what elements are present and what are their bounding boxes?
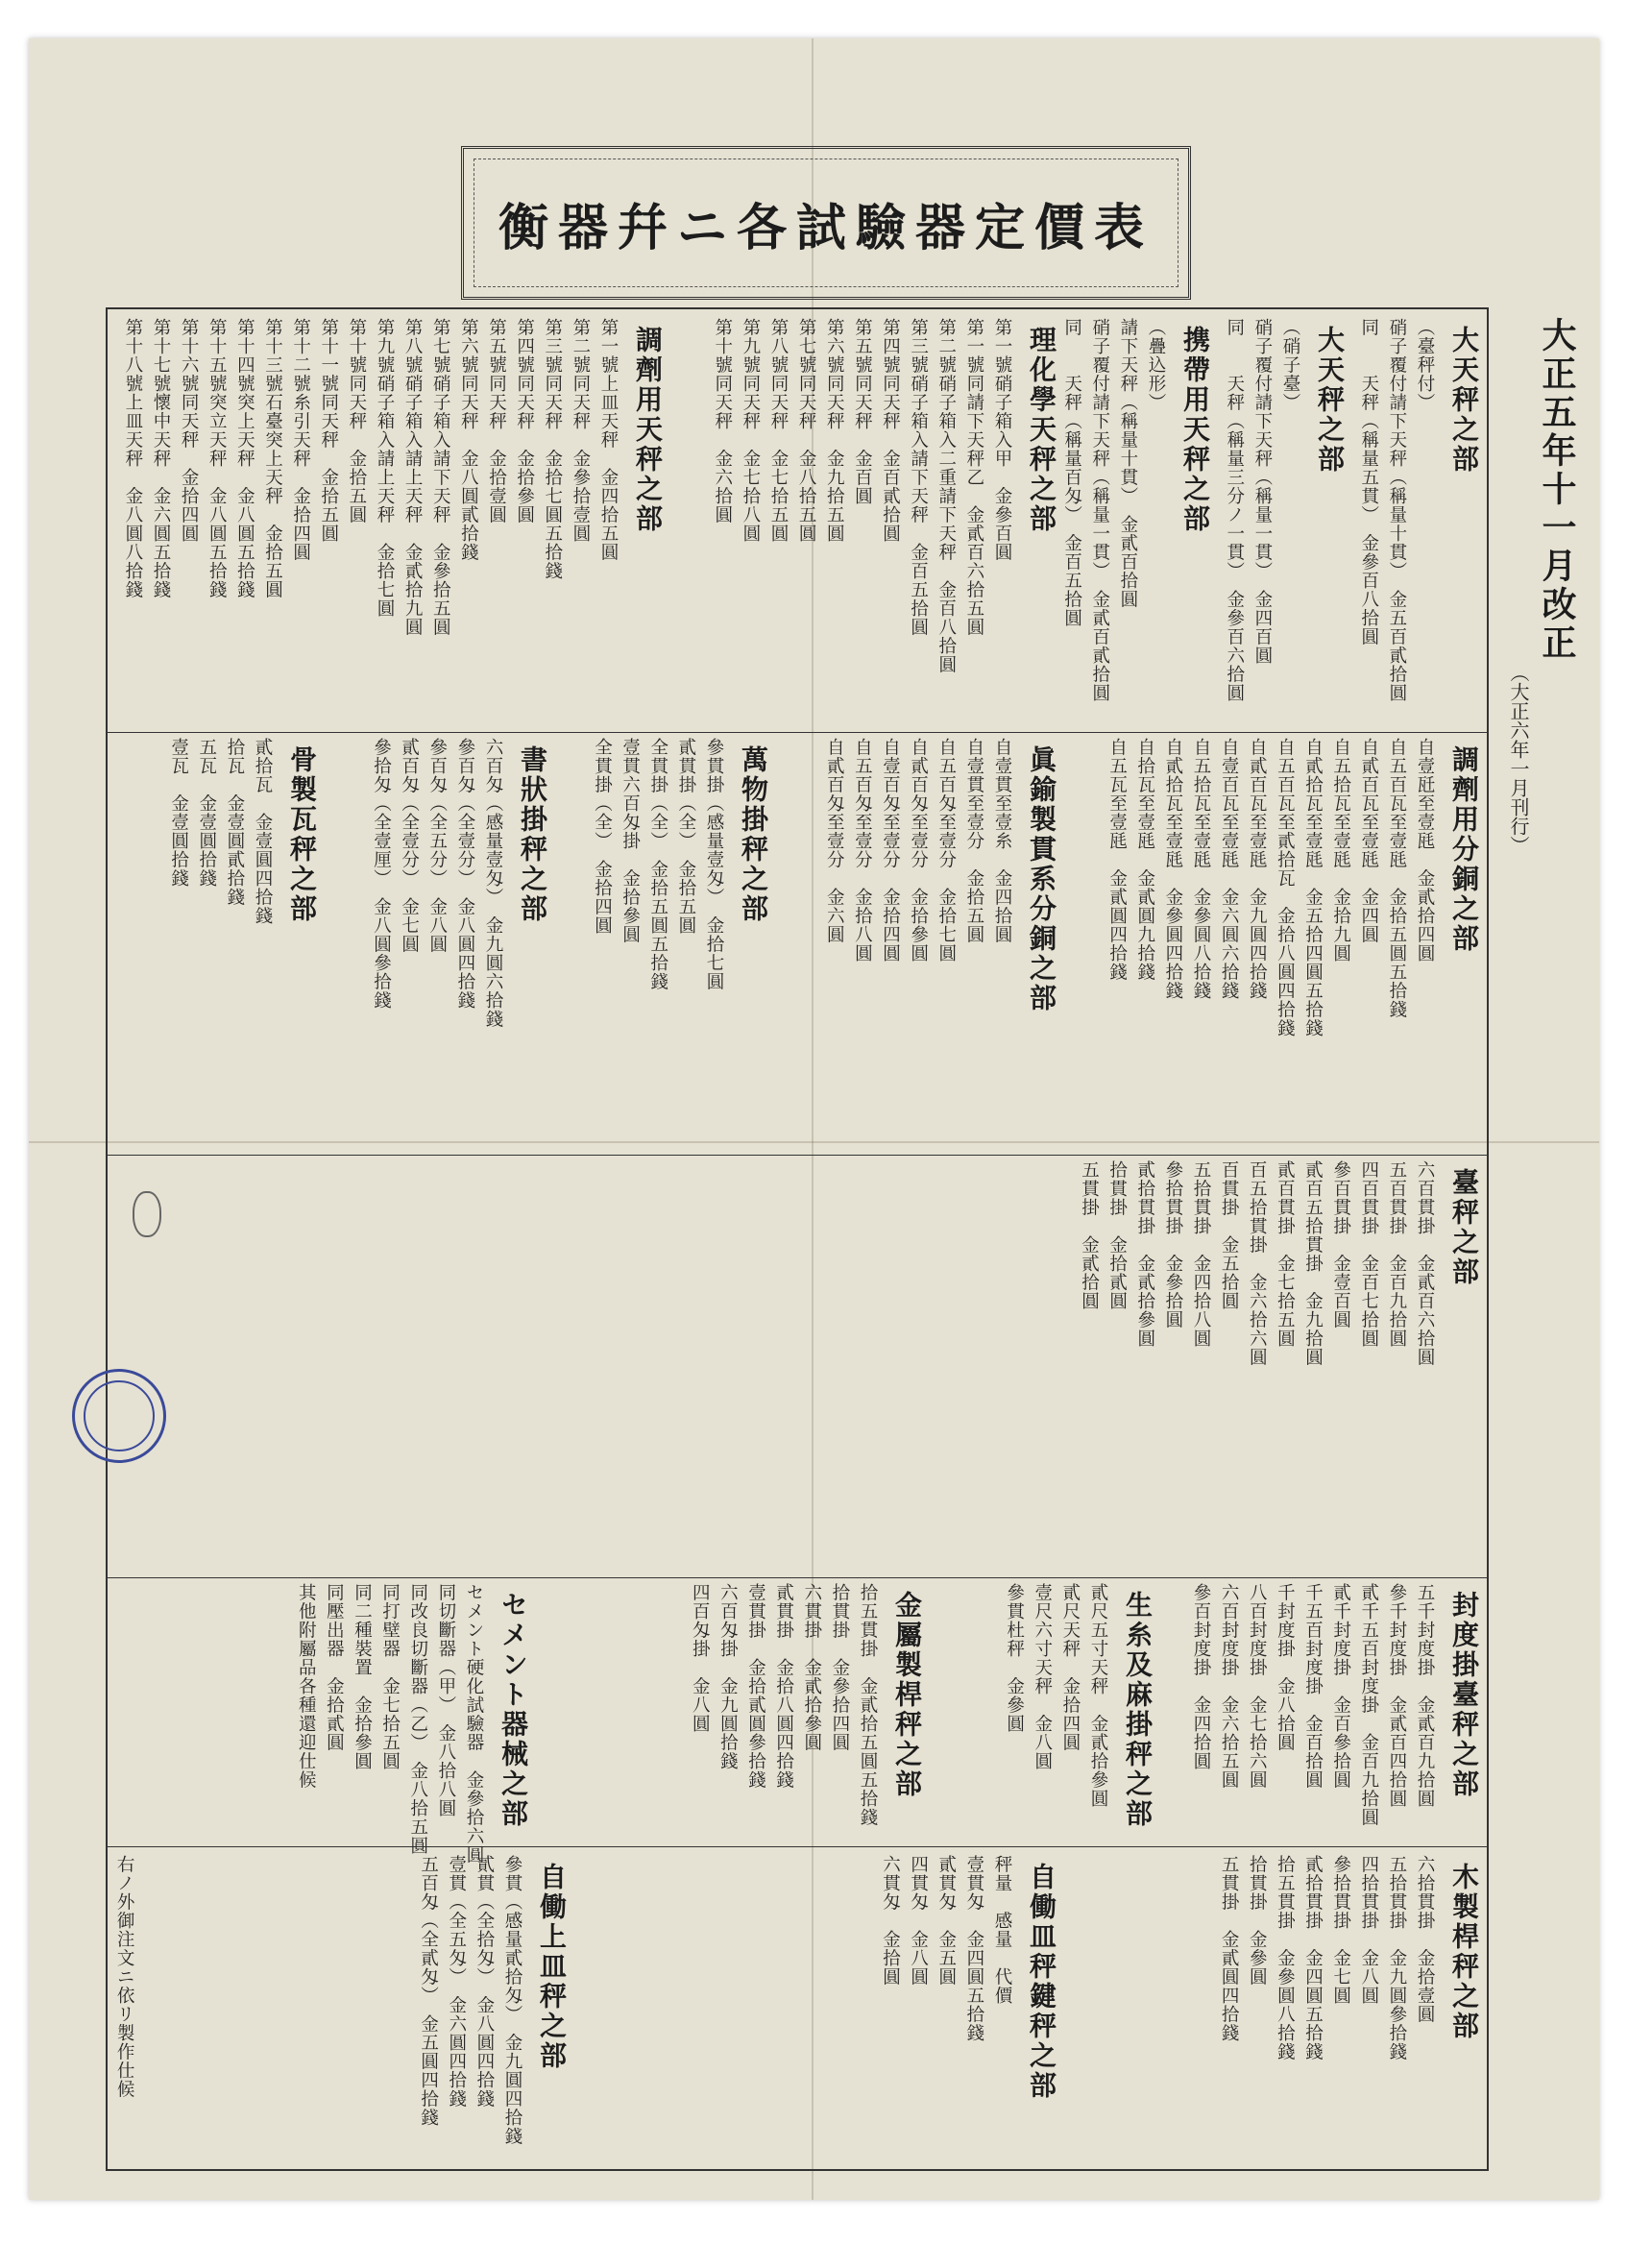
section-heading: 萬物掛秤之部 [738,745,769,924]
pencil-mark [133,1191,161,1237]
price-entry: 四拾貫掛 金八圓 [1358,1855,1379,2005]
section-jido [576,1849,1066,2166]
price-entry: 自貳拾瓦至壹瓱 金參圓四拾錢 [1162,738,1183,1000]
price-entry: 六百匁掛 金九圓拾錢 [717,1583,739,1770]
price-entry: 同打壁器 金七拾五圓 [379,1583,401,1770]
price-entry: 參千封度掛 金貳百四拾圓 [1386,1583,1407,1808]
footer-note-area [110,1849,173,2166]
price-entry: 貳千五百封度掛 金百九拾圓 [1358,1583,1379,1827]
price-entry: 全貫掛（全） 金拾四圓 [592,738,613,936]
price-entry: 五瓦 金壹圓拾錢 [196,738,217,888]
price-entry: 壹貫掛 金拾貳圓參拾錢 [745,1583,766,1790]
price-entry: 第一號同請下天秤乙 金貳百六拾五圓 [963,318,984,637]
price-entry: 第一號硝子箱入甲 金參百圓 [992,318,1012,562]
price-entry: 硝子覆付請下天秤（稱量一貫） 金貳百貳拾圓 [1089,318,1110,703]
price-entry: 第十三號石臺突上天秤 金拾五圓 [262,318,283,599]
price-entry: 五貫掛 金貳拾圓 [1079,1160,1100,1310]
price-entry: 拾瓦 金壹圓貳拾錢 [224,738,245,907]
price-entry: 第八號硝子箱入請上天秤 金貳拾九圓 [402,318,424,637]
price-entry: 千封度掛 金八拾圓 [1275,1583,1296,1752]
price-entry: 參拾貫掛 金參拾圓 [1162,1160,1183,1329]
section-shinchu [778,732,1066,1145]
title-frame [461,146,1191,300]
price-entry: 壹貫匁 金四圓五拾錢 [963,1855,984,2042]
price-entry: 拾貫掛 金參拾四圓 [829,1583,850,1752]
price-entry: 第三號同天秤 金拾七圓五拾錢 [542,318,563,580]
price-entry: 六貫匁 金拾圓 [880,1855,901,1987]
price-entry: 參貫（感量貳拾匁） 金九圓四拾錢 [502,1855,522,2146]
price-entry: 貳百貫掛 金七拾五圓 [1275,1160,1296,1348]
price-entry: 壹尺六寸天秤 金八圓 [1032,1583,1053,1770]
price-entry: 六貫掛 金貳拾參圓 [801,1583,822,1752]
price-entry: 六拾貫掛 金拾壹圓 [1415,1855,1435,2024]
price-entry: 第四號同天秤 金拾參圓 [514,318,535,524]
price-entry: （疊込形） [1146,318,1166,412]
price-entry: 第二號硝子箱入二重請下天秤 金百八拾圓 [935,318,957,674]
price-entry: 第十四號突上天秤 金八圓五拾錢 [234,318,255,599]
document-title: 衡器幷ニ各試驗器定價表 [498,198,1154,257]
section-heading: 大天秤之部 [1448,326,1480,475]
price-entry: （硝子臺） [1280,318,1300,412]
price-entry: 貳千封度掛 金百參拾圓 [1330,1583,1351,1790]
date-column [1503,317,1590,951]
section-daibakari [173,1155,1489,1568]
price-entry: 四貫匁 金八圓 [908,1855,929,1987]
price-entry: 四百貫掛 金百七拾圓 [1358,1160,1379,1348]
price-entry: 六百貫掛 金貳百六拾圓 [1415,1160,1435,1367]
section-manbutsu [557,732,778,1145]
price-entry: 自五百匁至壹分 金拾七圓 [935,738,957,963]
section-heading: 骨製瓦秤之部 [286,745,318,924]
price-entry: 參百匁（全五分） 金八圓 [426,738,448,954]
section-shojo [327,732,557,1145]
section-kiito [932,1577,1162,1875]
price-entry: 八百封度掛 金七拾六圓 [1247,1583,1268,1790]
price-entry: 自貳百匁至壹分 金拾參圓 [908,738,929,963]
price-entry: 貳貫（全拾匁） 金八圓四拾錢 [474,1855,495,2109]
footer-note: 右ノ外御注文ニ依リ製作仕候 [114,1855,135,2099]
price-entry: 參貫掛（感量壹匁） 金拾七圓 [704,738,724,991]
section-heading: 金屬製桿秤之部 [891,1591,923,1799]
price-entry: 自壹百瓦至壹瓱 金六圓六拾錢 [1219,738,1240,1000]
section-fuutou [1162,1577,1489,1875]
price-entry: 同改良切斷器（乙） 金八拾五圓 [407,1583,428,1856]
price-entry: 千五百封度掛 金百拾圓 [1302,1583,1324,1790]
price-entry: 第七號同天秤 金八拾五圓 [796,318,817,543]
section-jidoutenbin [173,1849,576,2166]
price-entry: 貳貫掛（全） 金拾五圓 [675,738,696,936]
price-entry: 第六號同天秤 金九拾五圓 [824,318,845,543]
price-entry: 第二號同天秤 金參拾壹圓 [570,318,591,543]
section-daitenbin2 [1220,312,1354,725]
price-entry: 壹貫（全五匁） 金六圓四拾錢 [446,1855,467,2109]
section-heading: 封度掛臺秤之部 [1448,1591,1480,1799]
price-entry: 四百匁掛 金八圓 [690,1583,711,1733]
price-entry: 參百封度掛 金四拾圓 [1191,1583,1211,1770]
price-entry: 自五百瓦至壹瓱 金拾五圓五拾錢 [1386,738,1407,1019]
price-entry: 貳貫匁 金五圓 [935,1855,957,1987]
price-entry: 拾五貫掛 金參圓八拾錢 [1275,1855,1296,2061]
price-entry: 自貳百瓦至壹瓱 金九圓四拾錢 [1247,738,1268,1000]
price-entry: 自貳百匁至壹分 金六圓 [824,738,845,944]
price-entry: 自壹瓩至壹瓱 金貳拾四圓 [1415,738,1435,963]
price-entry: 五貫掛 金貳圓四拾錢 [1219,1855,1240,2042]
section-heading: セメント器械之部 [498,1591,529,1829]
price-entry: 同 天秤（稱量三分ノ一貫） 金參百六拾圓 [1224,318,1245,703]
price-entry: 第五號同天秤 金拾壹圓 [486,318,507,524]
section-chozai [110,312,672,725]
section-heading: 理化學天秤之部 [1026,326,1057,534]
price-entry: 參拾貫掛 金七圓 [1330,1855,1351,2005]
price-entry: 第九號硝子箱入請上天秤 金拾七圓 [375,318,395,618]
price-entry: 自五百瓦至貳拾瓦 金拾八圓四拾錢 [1275,738,1296,1037]
price-entry: 第七號硝子箱入請下天秤 金參拾五圓 [430,318,451,637]
price-entry: 自貳拾瓦至壹瓱 金五拾四圓五拾錢 [1302,738,1324,1037]
price-entry: 自五瓦至壹瓱 金貳圓四拾錢 [1106,738,1128,982]
revision-date: 大正五年十一月改正 [1537,317,1577,663]
price-entry: 百五拾貫掛 金六拾六圓 [1247,1160,1268,1367]
price-entry: 自貳百瓦至壹瓱 金四圓 [1358,738,1379,944]
price-entry: セメント硬化試驗器 金參拾六圓 [464,1583,484,1865]
price-entry: 貳拾貫掛 金四圓五拾錢 [1302,1855,1324,2061]
price-entry: 自五拾瓦至壹瓱 金參圓八拾錢 [1191,738,1211,1000]
price-entry: （臺秤付） [1415,318,1435,412]
price-entry: 同二種裝置 金拾參圓 [352,1583,373,1770]
price-entry: 第四號同天秤 金百貳拾圓 [880,318,901,543]
price-entry: 第一號上皿天秤 金四拾五圓 [598,318,619,562]
price-entry: 第十七號懷中天秤 金六圓五拾錢 [151,318,171,599]
section-heading: 調劑用天秤之部 [632,326,664,534]
price-entry: 六百匁（感量壹匁） 金九圓六拾錢 [483,738,503,1029]
section-heading: 自働皿秤鍵秤之部 [1026,1863,1057,2101]
price-entry: 六百封度掛 金六拾五圓 [1219,1583,1240,1790]
price-entry: 第九號同天秤 金七拾八圓 [740,318,761,543]
price-entry: 第八號同天秤 金七拾五圓 [768,318,789,543]
section-heading: 木製桿秤之部 [1448,1863,1480,2041]
price-entry: 拾五貫掛 金貳拾五圓五拾錢 [858,1583,878,1827]
section-kinzoku [538,1577,932,1875]
price-entry: 第六號同天秤 金八圓貳拾錢 [458,318,479,562]
price-entry: 第十五號突立天秤 金八圓五拾錢 [206,318,228,599]
price-entry: 第十號同天秤 金六拾圓 [712,318,733,524]
price-entry: 拾貫掛 金拾貳圓 [1106,1160,1128,1310]
price-entry: 自五百匁至壹分 金拾八圓 [852,738,873,963]
price-entry: 自拾瓦至壹瓱 金貳圓九拾錢 [1134,738,1155,982]
section-heading: 書狀掛秤之部 [517,745,548,924]
price-entry: 貳尺五寸天秤 金貳拾參圓 [1088,1583,1108,1808]
price-entry: 第十一號同天秤 金拾五圓 [318,318,339,543]
section-keitai [1061,312,1220,725]
price-entry: 貳貫掛 金拾八圓四拾錢 [773,1583,794,1790]
section-mokusei [1066,1849,1489,2166]
section-heading: 眞鍮製貫系分銅之部 [1026,745,1057,1013]
section-heading: 大天秤之部 [1314,326,1346,475]
price-entry: 壹瓦 金壹圓拾錢 [168,738,189,888]
price-entry: 硝子覆付請下天秤（稱量十貫） 金五百貳拾圓 [1386,318,1407,703]
price-entry: 硝子覆付請下天秤（稱量一貫） 金四百圓 [1251,318,1273,666]
price-entry: 貳拾瓦 金壹圓四拾錢 [253,738,273,925]
price-entry: 第五號同天秤 金百圓 [852,318,873,505]
price-entry: 五拾貫掛 金九圓參拾錢 [1386,1855,1407,2061]
price-entry: 貳尺天秤 金拾四圓 [1059,1583,1081,1752]
price-entry: 參百貫掛 金壹百圓 [1330,1160,1351,1329]
seal-stamp [72,1369,166,1463]
price-entry: 第三號硝子箱入請下天秤 金百五拾圓 [908,318,929,637]
section-heading: 臺秤之部 [1448,1168,1480,1287]
price-entry: 同壓出器 金拾貳圓 [324,1583,345,1752]
section-kotsusei [110,732,327,1145]
price-entry: 同 天秤（稱量百匁） 金百五拾圓 [1061,318,1082,628]
price-entry: 同切斷器（甲） 金八拾八圓 [435,1583,456,1818]
price-entry: 請下天秤（稱量十貫） 金貳百拾圓 [1117,318,1138,609]
section-rikagaku [672,312,1066,725]
price-entry: 自壹貫至壹分 金拾五圓 [963,738,984,944]
price-entry: 參百匁（全壹分） 金八圓四拾錢 [454,738,475,1011]
price-entry: 第十八號上皿天秤 金八圓八拾錢 [122,318,143,599]
price-entry: 其他附屬品各種還迎仕候 [296,1583,317,1790]
price-entry: 同 天秤（稱量五貫） 金參百八拾圓 [1358,318,1379,646]
price-entry: 拾貫掛 金參圓 [1247,1855,1268,1987]
price-entry: 參拾匁（全壹厘） 金八圓參拾錢 [371,738,392,1011]
price-entry: 自壹百匁至壹分 金拾四圓 [880,738,901,963]
section-heading: 自働上皿秤之部 [536,1863,568,2071]
price-entry: 第十號同天秤 金拾五圓 [346,318,367,524]
price-entry: 第十六號同天秤 金拾四圓 [179,318,200,543]
section-daitenbin [1354,312,1489,725]
section-heading: 調劑用分銅之部 [1448,745,1480,954]
price-entry: 貳百五拾貫掛 金九拾圓 [1302,1160,1324,1367]
price-entry: 自五拾瓦至壹瓱 金拾九圓 [1330,738,1351,963]
section-heading: 生糸及麻掛秤之部 [1122,1591,1154,1829]
price-entry: 五拾貫掛 金四拾八圓 [1191,1160,1211,1348]
price-entry: 第十二號糸引天秤 金拾四圓 [290,318,311,562]
price-entry: 五百匁（全貳匁） 金五圓四拾錢 [418,1855,439,2128]
section-heading: 携帶用天秤之部 [1179,326,1211,534]
price-entry: 五千封度掛 金貳百九拾圓 [1415,1583,1435,1808]
publication-date: （大正六年一月刊行） [1507,663,1530,855]
price-entry: 百貫掛 金五拾圓 [1219,1160,1240,1310]
price-entry: 貳百匁（全壹分） 金七圓 [399,738,420,954]
section-bundo [1066,732,1489,1145]
price-entry: 五百貫掛 金百九拾圓 [1386,1160,1407,1348]
price-entry: 全貫掛（全） 金拾五圓五拾錢 [647,738,668,991]
section-cement [110,1577,538,1875]
price-entry: 貳拾貫掛 金貳拾參圓 [1134,1160,1155,1348]
price-entry: 自壹貫至壹糸 金四拾圓 [992,738,1012,944]
price-entry: 參貫杜秤 金參圓 [1004,1583,1025,1733]
price-entry: 秤量 感量 代價 [992,1855,1012,2005]
price-entry: 壹貫六百匁掛 金拾參圓 [620,738,641,944]
